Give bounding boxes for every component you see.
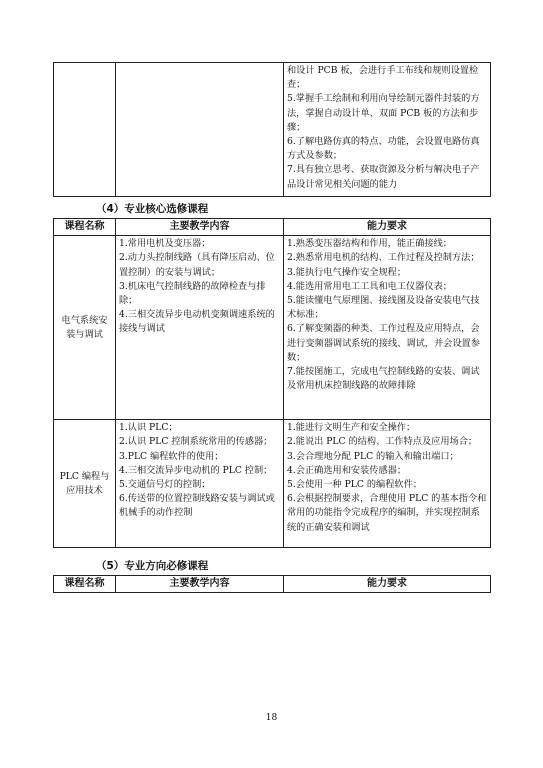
ability-line: 2.能说出 PLC 的结构、工作特点及应用场合； (287, 436, 478, 448)
content-line: 4.三相交流异步电动机变频调速系统的接线与调试 (119, 309, 275, 335)
table-header-row (54, 219, 491, 236)
ability-line: 3.能执行电气操作安全规程； (287, 266, 407, 278)
ability-line: 7.具有独立思考、获取资源及分析与解决电子产品设计常见相关问题的能力 (287, 164, 480, 190)
content-line: 3.PLC 编程软件的使用； (119, 450, 224, 462)
ability-line: 6.了解变频器的种类、工作过程及应用特点，会进行变频器调试系统的接线、调试，并会设置参数； (287, 323, 480, 363)
ability-line: 4.能选用常用电工工具和电工仪器仪表； (287, 280, 452, 292)
ability-line: 1.熟悉变压器结构和作用，能正确接线； (287, 238, 452, 250)
content-line: 3.机床电气控制线路的故障检查与排除； (119, 280, 266, 307)
course-content-cell (116, 63, 284, 197)
ability-cell (284, 63, 491, 197)
header-content: 主要教学内容 (116, 219, 284, 236)
ability-line: 和设计 PCB 板，会进行手工布线和规则设置检查； (287, 65, 479, 91)
content-line: 2.认识 PLC 控制系统常用的传感器； (119, 436, 273, 448)
content-line: 1.认识 PLC； (119, 422, 178, 434)
header-content: 主要教学内容 (116, 576, 284, 593)
content-line: 4.三相交流异步电动机的 PLC 控制； (119, 464, 273, 476)
header-ability: 能力要求 (284, 219, 491, 236)
ability-line: 5.会使用一种 PLC 的编程软件； (287, 479, 422, 491)
table-row (54, 236, 491, 420)
core-electives-table (53, 218, 491, 548)
ability-cell (284, 236, 491, 420)
section-heading-core-electives: （4）专业核心选修课程 (96, 203, 209, 215)
course-content-cell (116, 420, 284, 548)
content-line: 5.交通信号灯的控制； (119, 479, 211, 491)
course-content-cell (116, 236, 284, 420)
course-name-cell (54, 63, 116, 197)
table-row (54, 63, 491, 197)
continued-course-table (53, 62, 491, 197)
table-header-row (54, 576, 491, 593)
header-ability: 能力要求 (284, 576, 491, 593)
header-course-name: 课程名称 (54, 576, 116, 593)
content-line: 6.传送带的位置控制线路安装与调试或机械手的动作控制 (119, 493, 275, 519)
table-row (54, 420, 491, 548)
ability-line: 1.能进行文明生产和安全操作； (287, 422, 416, 434)
content-line: 1.常用电机及变压器； (119, 238, 211, 250)
section-heading-direction-required: （5）专业方向必修课程 (96, 560, 209, 572)
ability-line: 6.了解电路仿真的特点、功能，会设置电路仿真方式及参数； (287, 136, 480, 162)
direction-required-table (53, 575, 491, 593)
ability-cell (284, 420, 491, 548)
header-course-name: 课程名称 (54, 219, 116, 236)
ability-line: 5.能读懂电气原理图、接线图及设备安装电气技术标准； (287, 295, 480, 321)
ability-line: 5.掌握手工绘制和利用向导绘制元器件封装的方法，掌握自动设计单、双面 PCB 板的方法和步骤； (287, 93, 480, 133)
ability-line: 7.能按图施工，完成电气控制线路的安装、调试及常用机床控制线路的故障排除 (287, 366, 480, 392)
course-name-cell: 电气系统安装与调试 (54, 236, 116, 420)
course-name-cell: PLC 编程与应用技术 (54, 420, 116, 548)
ability-line: 4.会正确选用和安装传感器； (287, 464, 407, 476)
page-number: 18 (265, 713, 278, 723)
content-line: 2.动力头控制线路（具有降压启动、位置控制）的安装与调试； (119, 252, 275, 278)
ability-line: 2.熟悉常用电机的结构、工作过程及控制方法； (287, 252, 480, 264)
ability-line: 3.会合理地分配 PLC 的输入和输出端口； (287, 450, 459, 462)
ability-line: 6.会根据控制要求，合理使用 PLC 的基本指令和常用的功能指令完成程序的编制，并实现控制系统的正确安装和调试 (287, 493, 487, 533)
